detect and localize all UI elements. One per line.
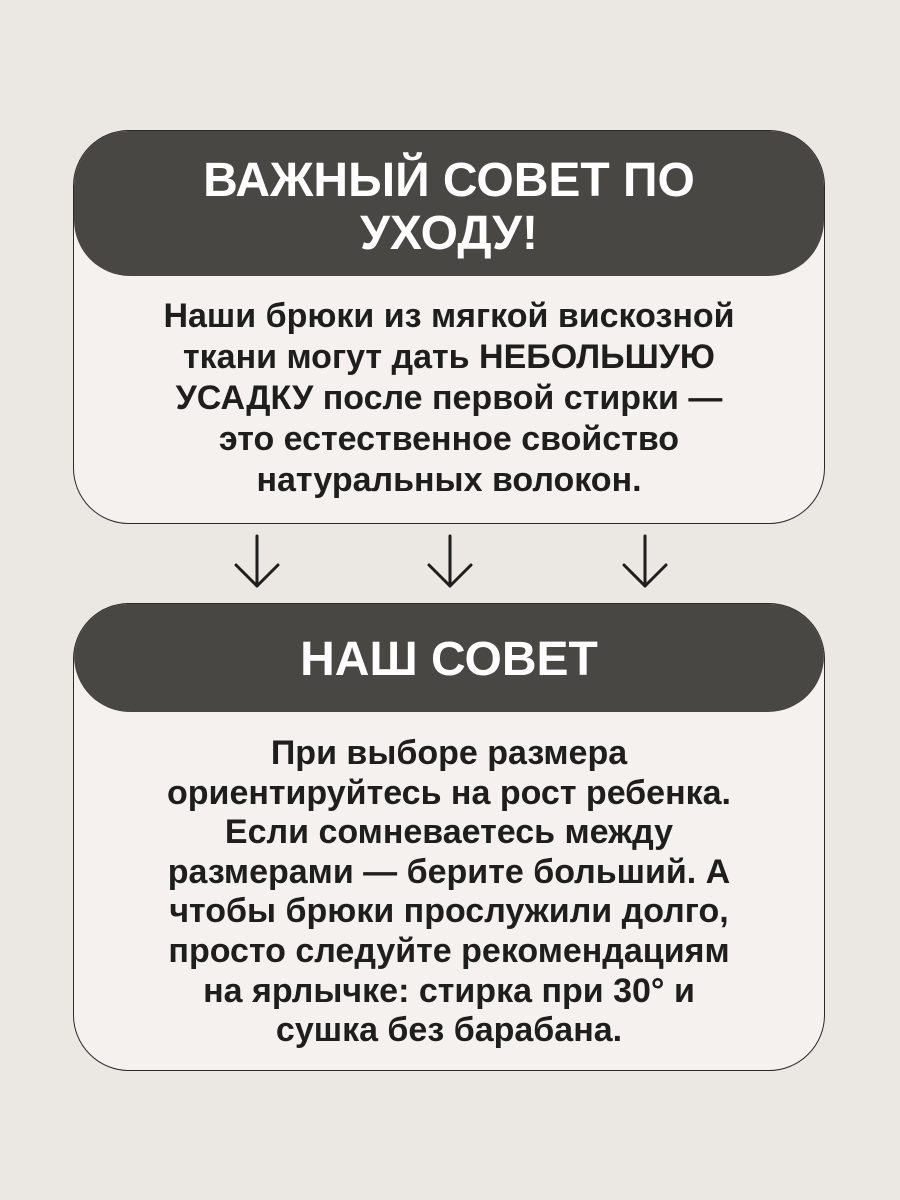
- care-tip-header: [74, 131, 824, 276]
- arrow-down-icon: [617, 532, 673, 592]
- care-tip-card: [73, 130, 825, 524]
- our-advice-title: НАШ СОВЕТ: [300, 632, 598, 686]
- arrow-down-icon: [422, 532, 478, 592]
- care-tip-text: Наши брюки из мягкой вискозной ткани могут дать НЕБОЛЬШУЮ УСАДКУ после первой стирки — это естественное свойство натуральных волокон.: [163, 297, 735, 499]
- care-tip-title: ВАЖНЫЙ СОВЕТ ПО УХОДУ!: [203, 153, 695, 260]
- arrow-down-icon: [229, 532, 285, 592]
- our-advice-card: [73, 603, 825, 1071]
- our-advice-header: [74, 604, 824, 712]
- our-advice-text: При выборе размера ориентируйтесь на рост ребенка. Если сомневаетесь между размерами — берите больший. А чтобы брюки прослужили долго, просто следуйте рекомендациям на ярлычке: стирка при 30° и сушка без барабана.: [167, 734, 731, 1050]
